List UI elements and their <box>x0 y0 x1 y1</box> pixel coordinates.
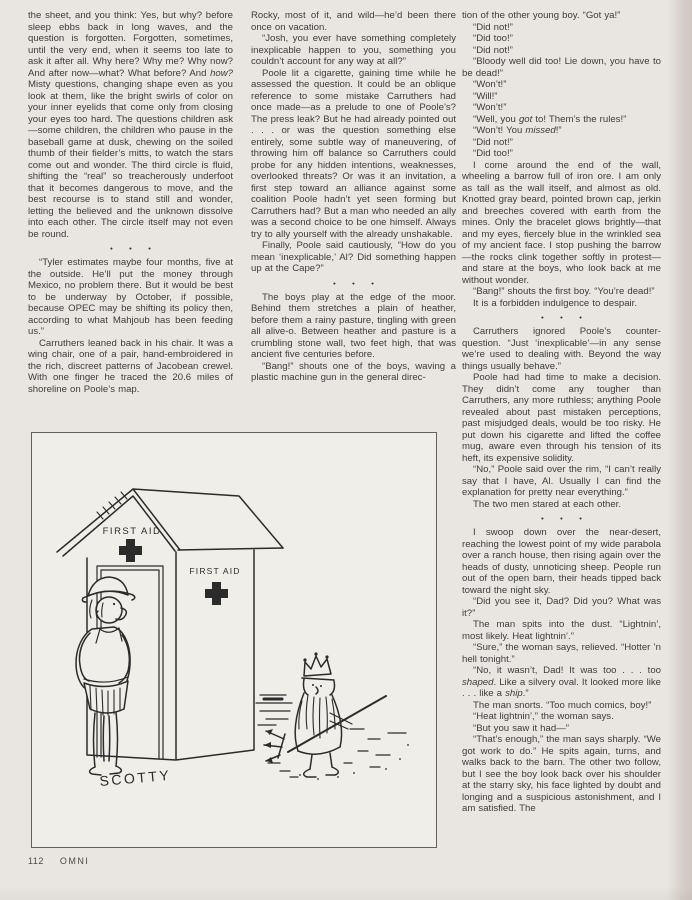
paragraph: “Will!” <box>473 90 498 102</box>
paragraph: Rocky, most of it, and wild—he’d been there once on vacation. <box>251 10 456 33</box>
paragraph: “Bang!” shouts one of the boys, waving a plastic machine gun in the general direc- <box>251 360 456 383</box>
paragraph: I come around the end of the wall, wheeling a barrow full of iron ore. I am only as tall as the wall itself, and almost as old. Knotted gray beard, pointed brown cap, jerkin and breeches covered with earth from the mines. Only the bracelet glows brightly—that and my eyes, fiercely blue in the wrinkled sea of my ancient face. I stop pushing the barrow—the rocks clink together softly in protest—and stare at the boys, who look back at me without wonder. <box>462 159 661 286</box>
paragraph: The boys play at the edge of the moor. Behind them stretches a plain of heather, before them a rainy pasture, tingling with green all alive-o. Between heather and pasture is a crumbling stone wall, two feet high, that was ancient five centuries before. <box>251 291 456 360</box>
paragraph: “Heat lightnin’,” the woman says. <box>473 711 614 722</box>
door-cross-icon <box>205 582 228 605</box>
paragraph: the sheet, and you think: Yes, but why? before sleep ebbs back in long waves, and the question is forgotten. Forgotten, sometimes, until the very end, when it seems too late to ask it after all. Why here? Why me? Why now? And after now—what? What before? And how? Misty questions, changing shape even as you look at them, like the bright swirls of color on your inner eyelids that come only from closing your eyes too hard. The questions children ask—some children, the children who pause in the baseball game at dusk, chewing on the soiled thumb of their fielder’s mitts, to watch the stars come out and wonder. The third circle is fluid, shifting the “real” so treacherously underfoot that it becomes dangerous to move, and the best recourse is to stand still and wonder, letting the believed and the unknown dissolve into each other. The circle itself may not even be round. <box>28 10 233 240</box>
paragraph: • • • <box>110 244 158 253</box>
paragraph: The man snorts. “Too much comics, boy!” <box>473 699 652 711</box>
paragraph: tion of the other young boy. “Got ya!” <box>462 10 621 21</box>
paragraph: “Did not!” <box>473 136 513 148</box>
paragraph: • • • <box>541 514 589 523</box>
paragraph: Carruthers leaned back in his chair. It was a wing chair, one of a pair, hand-embroidered in the rich, discreet patterns of Jacobean crewel. With one finger he traced the 20.6 miles of shoreline on Poole’s map. <box>28 337 233 395</box>
gable-sign-text: FIRST AID <box>102 526 162 537</box>
paragraph: Poole had had time to make a decision. They didn’t come any tougher than Carruthers, any more ruthless; anything Poole revealed about past mistaken perceptions, past misjudged deals, would be too risky. He put down his cigarette and lifted the coffee mug, aware even through his tension of its heft, its expensive solidity. <box>462 372 661 464</box>
first-aid-hut <box>57 489 283 760</box>
gable-cross-icon <box>119 539 142 562</box>
paragraph: “Won’t!” <box>473 79 507 90</box>
text-column-left <box>28 10 233 395</box>
paragraph: The man spits into the dust. “Lightnin’, most likely. Heat lightnin’.” <box>462 619 661 642</box>
cartoonist-signature: SCOTTY <box>98 766 172 789</box>
paragraph: “Did too!” <box>473 33 513 44</box>
paragraph: “Won’t! You missed!” <box>473 125 562 136</box>
paragraph: “Did not!” <box>473 21 513 33</box>
paragraph: “Did too!” <box>473 148 513 159</box>
paragraph: “Josh, you ever have something completely inexplicable happen to you, something you couldn’t account for any way at all?” <box>251 33 456 67</box>
paragraph: It is a forbidden indulgence to despair. <box>473 297 638 309</box>
jester-crown <box>304 656 331 676</box>
page-number: 112 <box>28 856 44 866</box>
paragraph: The two men stared at each other. <box>473 498 621 510</box>
gnome-figure <box>264 652 386 777</box>
paragraph: • • • <box>333 278 381 288</box>
paragraph: “Sure,” the woman says, relieved. “Hotter ’n hell tonight.” <box>462 642 661 665</box>
paragraph: “Bang!” shouts the first boy. “You’re dead!” <box>473 286 655 297</box>
paragraph: “Won’t!” <box>473 102 507 113</box>
page-bottom-shade <box>0 886 692 900</box>
paragraph: Carruthers ignored Poole’s counter-question. “Just ‘inexplicable’—in any sense we’re used to dealing with. Beyond the way things usually behave.” <box>462 326 661 372</box>
paragraph: Poole lit a cigarette, gaining time while he assessed the question. It could be an oblique reference to some mistake Carruthers had once made—as a prelude to one of Poole’s? The press leak? But he had already pointed out . . . or was the question something else entirely, some subtle way of maneuvering, of throwing him off balance so Carruthers could probe for any hidden intentions, weaknesses, overlooked threats? Or was it an invitation, a first step toward an alliance against some coalition Poole hadn’t yet seen forming but Carruthers had? But a man who needed an ally was a second choice to be one himself. Always try to ally yourself with the already unshakable. <box>251 67 456 240</box>
paragraph: • • • <box>541 313 589 322</box>
cartoon-panel <box>31 432 437 848</box>
door-sign-text: FIRST AID <box>189 566 241 576</box>
text-column-right <box>462 10 661 815</box>
cartoon-illustration <box>32 433 436 847</box>
magazine-name: OMNI <box>59 856 90 866</box>
text-column-middle <box>251 10 456 384</box>
paragraph: “Bloody well did too! Lie down, you have to be dead!” <box>462 56 661 79</box>
paragraph: Finally, Poole said cautiously, “How do you mean ‘inexplicable,’ Al? Did something happen up at the Cape?” <box>251 240 456 274</box>
paragraph: “Tyler estimates maybe four months, five at the outside. He’ll put the money through Mexico, no problem there. But it would be best to be underway by October, if possible, because OPEC may be shifting its policy then, according to what Mahjoub has been feeding us.” <box>28 257 233 337</box>
paragraph: “Did not!” <box>473 44 513 56</box>
page-footer <box>28 856 89 866</box>
paragraph: “That’s enough,” the man says sharply. “We got work to do.” He spits again, turns, and walks back to the barn. The other two follow, but I see the boy look back over his shoulder at the starry sky, his face lighted by doubt and longing and a suspicious astonishment, and I am satisfied. The <box>462 734 661 814</box>
page-edge-shadow <box>666 0 692 900</box>
paragraph: “No, it wasn’t, Dad! It was too . . . too shaped. Like a silvery oval. It looked more like . . . like a ship.” <box>462 665 661 699</box>
paragraph: “No,” Poole said over the rim, “I can’t really say that I have, Al. Usually I can find the explanation for pretty near everything.” <box>462 464 661 498</box>
bather-man-figure <box>76 577 135 775</box>
paragraph: “Did you see it, Dad? Did you? What was it?” <box>462 596 661 619</box>
paragraph: “Well, you got to! Them’s the rules!” <box>473 113 627 125</box>
paragraph: I swoop down over the near-desert, reaching the lowest point of my wide parabola over a ranch house, then rising again over the heads of dusty, unnoticing sheep. People run out of the open barn, their heads tipped back toward the night sky. <box>462 527 661 596</box>
paragraph: “But you saw it had—” <box>473 722 569 734</box>
